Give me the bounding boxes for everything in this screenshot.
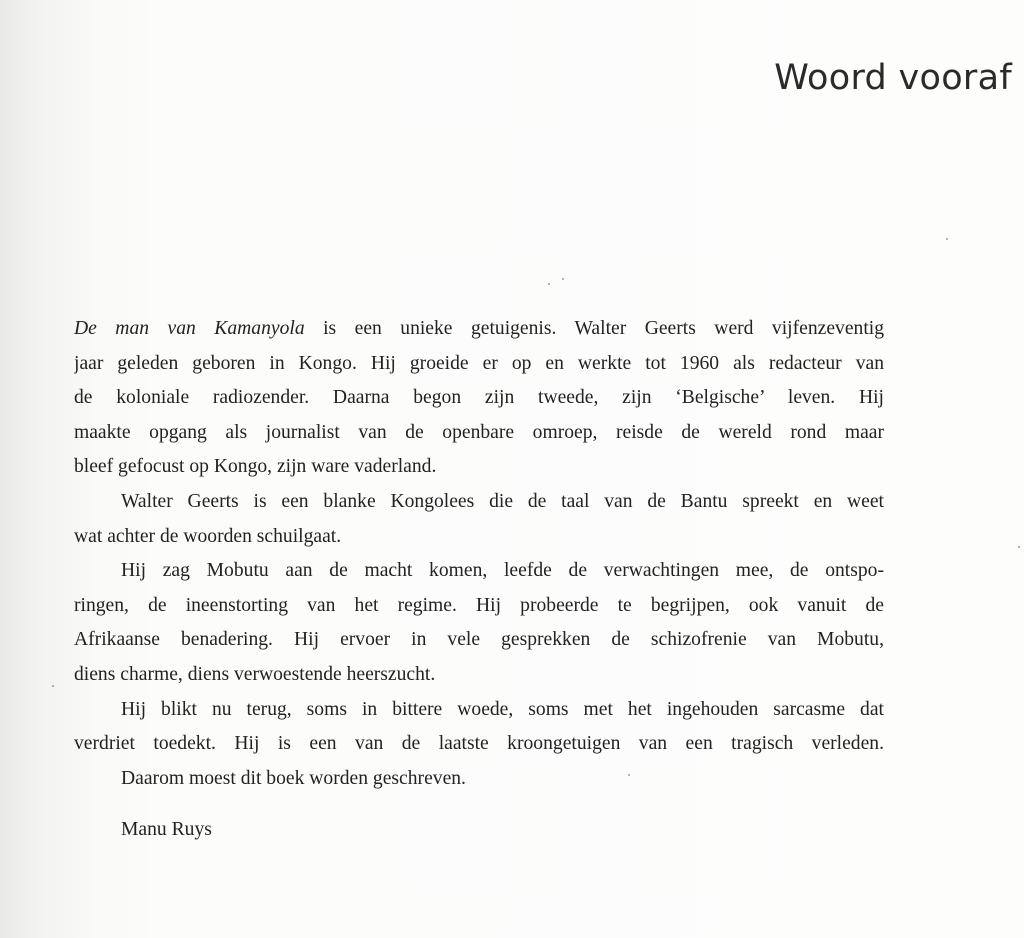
paper-speck [628, 774, 630, 776]
text-line: de koloniale radiozender. Daarna begon zijn tweede, zijn ‘Belgische’ leven. Hij [74, 387, 884, 409]
text-line: verdriet toedekt. Hij is een van de laatste kroongetuigen van een tragisch verleden. [74, 733, 884, 755]
preface-body [74, 312, 884, 848]
text-line: bleef gefocust op Kongo, zijn ware vaderland. [74, 456, 437, 478]
chapter-heading: Woord vooraf [774, 58, 1012, 98]
signature: Manu Ruys [121, 819, 212, 841]
text-line: wat achter de woorden schuilgaat. [74, 525, 342, 547]
text-line: Daarom moest dit boek worden geschreven. [121, 767, 466, 789]
text-line: jaar geleden geboren in Kongo. Hij groeide er op en werkte tot 1960 als redacteur van [74, 352, 884, 374]
text-line: maakte opgang als journalist van de openbare omroep, reisde de wereld rond maar [74, 421, 884, 443]
text-line: Afrikaanse benadering. Hij ervoer in vele gesprekken de schizofrenie van Mobutu, [74, 629, 884, 651]
text-line: Hij blikt nu terug, soms in bittere woede, soms met het ingehouden sarcasme dat [121, 698, 884, 720]
paper-speck [1018, 546, 1020, 548]
paper-speck [52, 685, 54, 687]
paper-speck [562, 278, 564, 280]
text-line: Walter Geerts is een blanke Kongolees die de taal van de Bantu spreekt en weet [121, 490, 884, 512]
paper-speck [548, 283, 550, 285]
text-line [74, 312, 884, 347]
text-line: Hij zag Mobutu aan de macht komen, leefde de verwachtingen mee, de ontspo- [121, 560, 884, 582]
text-line-content: is een unieke getuigenis. Walter Geerts werd vijfenzeventig [304, 318, 884, 339]
paper-speck [946, 238, 948, 240]
text-line: ringen, de ineenstorting van het regime. Hij probeerde te begrijpen, ook vanuit de [74, 594, 884, 616]
text-line: diens charme, diens verwoestende heerszucht. [74, 663, 436, 685]
book-title-italic: De man van Kamanyola [74, 318, 305, 339]
